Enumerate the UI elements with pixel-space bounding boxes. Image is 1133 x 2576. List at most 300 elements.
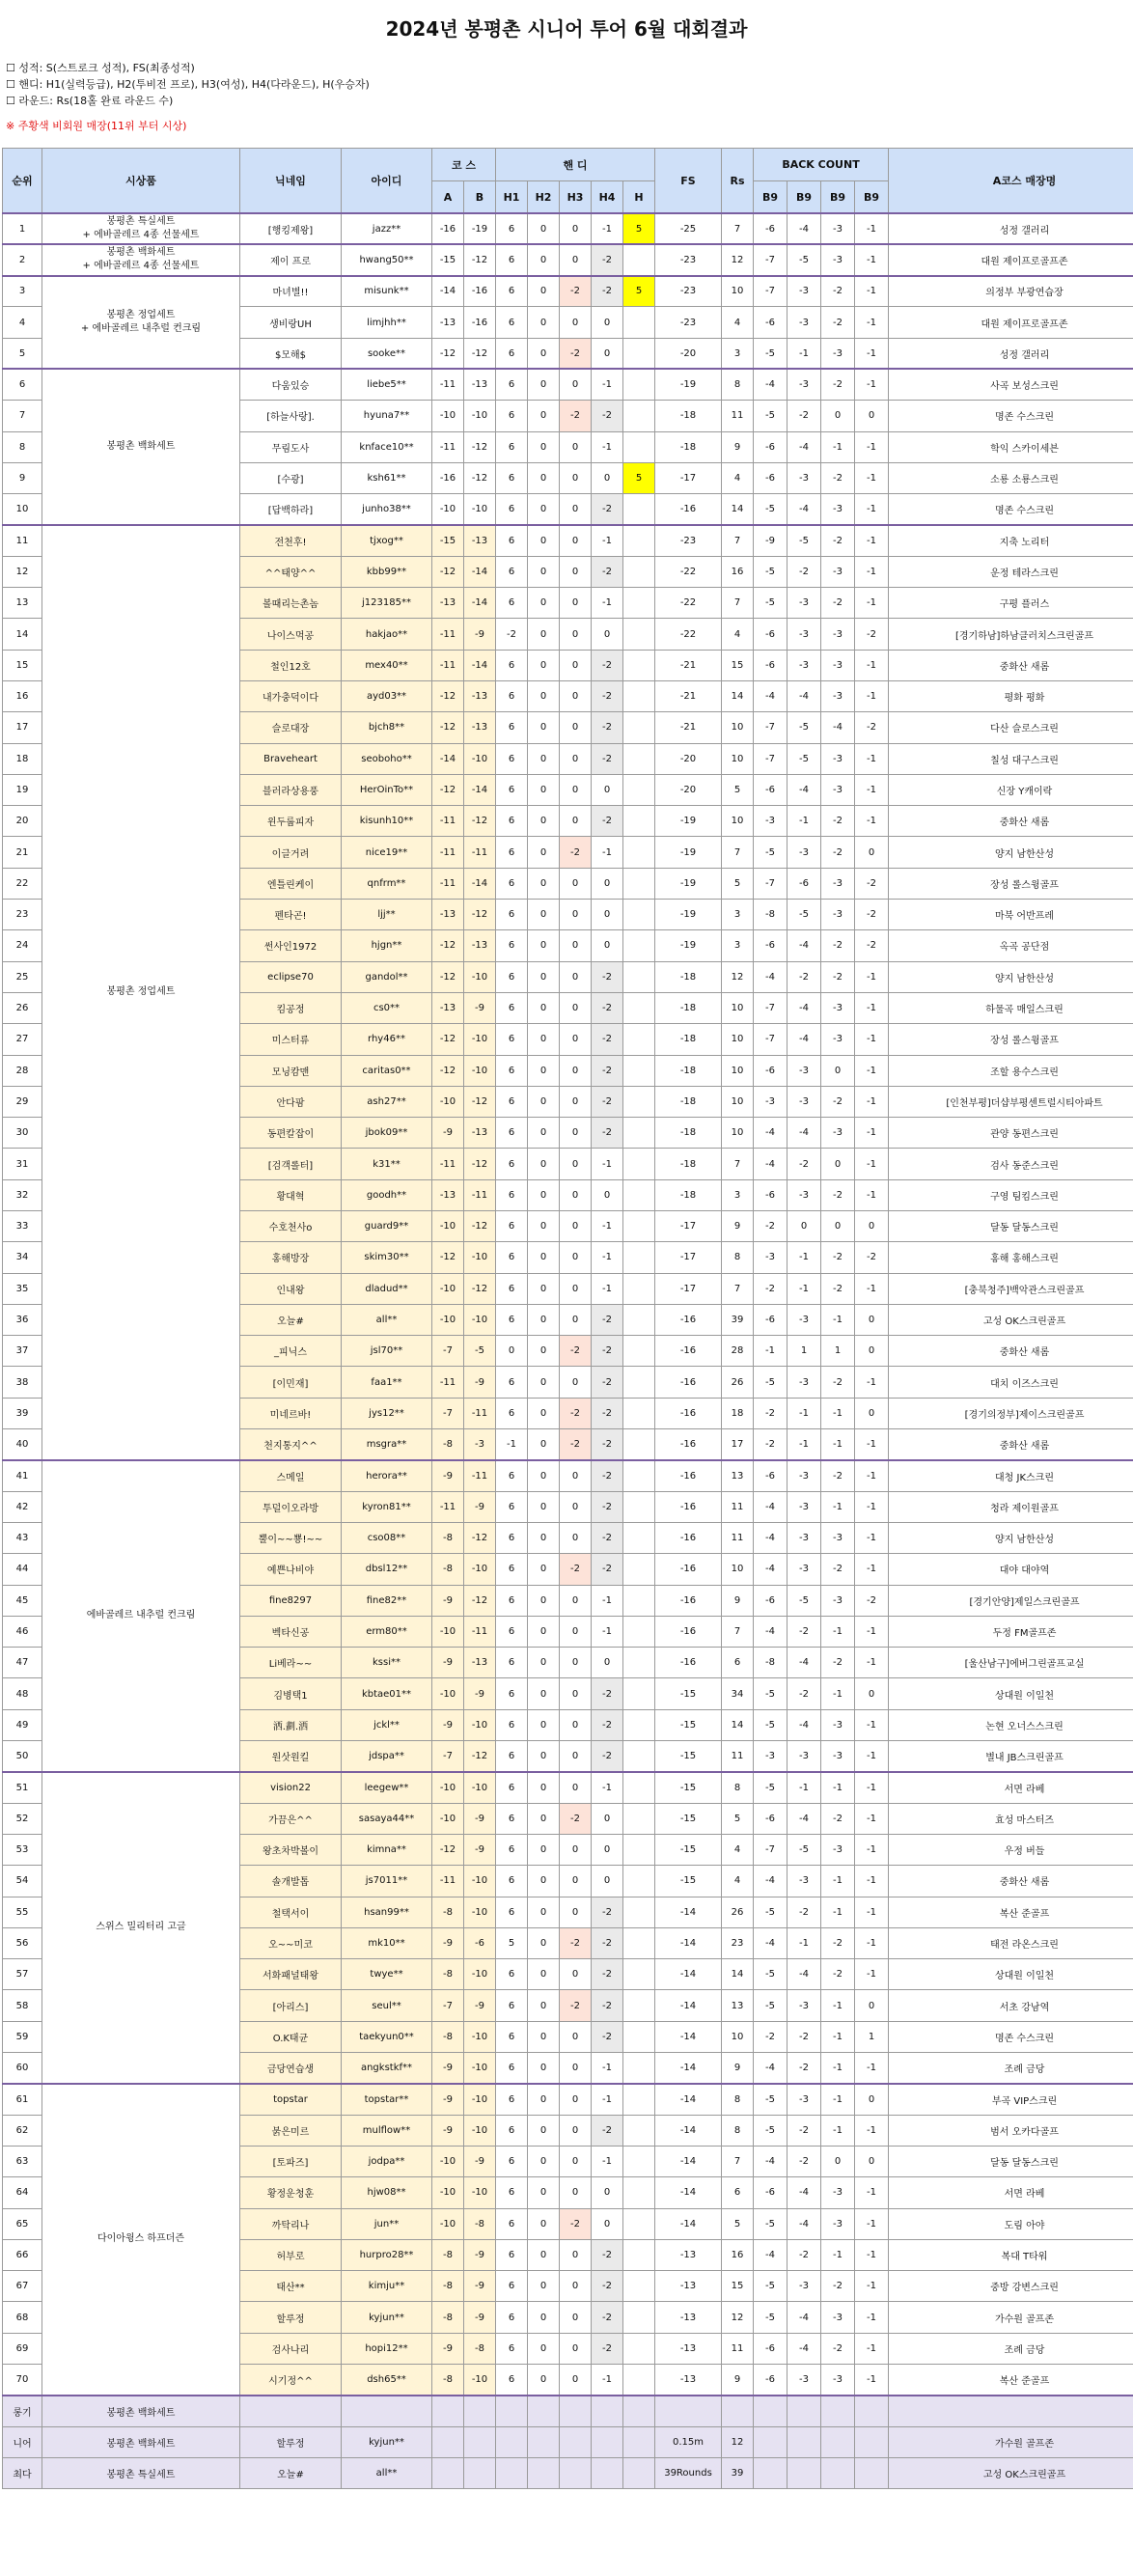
cell-h2: 0 — [528, 1367, 560, 1398]
cell-h3: 0 — [560, 1211, 592, 1242]
cell-fs: -14 — [655, 2146, 722, 2176]
cell-h1: 6 — [496, 743, 528, 774]
cell-course-a: -9 — [432, 1585, 464, 1616]
cell-course-a: -8 — [432, 1959, 464, 1990]
cell-b9-4: -1 — [855, 1024, 889, 1055]
cell-course-a: -9 — [432, 1648, 464, 1678]
cell-rank: 65 — [3, 2208, 42, 2239]
cell-b9-2: -5 — [788, 1585, 821, 1616]
cell-h — [623, 525, 655, 556]
cell-h1: 6 — [496, 1803, 528, 1834]
cell-h — [623, 1585, 655, 1616]
cell-rs: 16 — [722, 2239, 754, 2270]
cell-course-a: -9 — [432, 1709, 464, 1740]
cell-nickname: 까탁리나 — [240, 2208, 342, 2239]
cell-fs: -19 — [655, 369, 722, 400]
cell-h3: -2 — [560, 1554, 592, 1585]
cell-rank: 52 — [3, 1803, 42, 1834]
cell-h4: -2 — [592, 992, 623, 1023]
cell-course-a: -11 — [432, 619, 464, 650]
cell-b9-4: -1 — [855, 2053, 889, 2084]
cell-b9-1: -5 — [754, 2302, 788, 2333]
cell-h4: 0 — [592, 307, 623, 338]
cell-b9-4: -2 — [855, 900, 889, 930]
cell-b9-3: -3 — [821, 1741, 855, 1772]
cell-h1: 6 — [496, 494, 528, 525]
cell-h2: 0 — [528, 1491, 560, 1522]
cell-h4: -2 — [592, 276, 623, 307]
cell-h4: 0 — [592, 1648, 623, 1678]
cell-b9-2: -4 — [788, 1959, 821, 1990]
cell-rank: 1 — [3, 213, 42, 244]
cell-b9-4: 0 — [855, 2084, 889, 2115]
cell-b9-1: -7 — [754, 1834, 788, 1865]
cell-b9-4: -1 — [855, 244, 889, 275]
cell-id: cso08** — [342, 1522, 432, 1553]
cell-b9-1: -6 — [754, 2364, 788, 2395]
cell-b9-3: -3 — [821, 619, 855, 650]
cell-rank: 46 — [3, 1616, 42, 1647]
award-b9 — [754, 2426, 788, 2457]
cell-h4: -1 — [592, 213, 623, 244]
cell-store: 명존 수스크린 — [889, 2021, 1133, 2052]
cell-h — [623, 2177, 655, 2208]
cell-id: kyron81** — [342, 1491, 432, 1522]
cell-course-b: -10 — [464, 961, 496, 992]
cell-course-a: -12 — [432, 961, 464, 992]
cell-rank: 38 — [3, 1367, 42, 1398]
cell-b9-1: -5 — [754, 588, 788, 619]
cell-nickname: 나이스먹공 — [240, 619, 342, 650]
award-type: 롱기 — [3, 2396, 42, 2426]
cell-rank: 61 — [3, 2084, 42, 2115]
cell-h1: 6 — [496, 1772, 528, 1803]
cell-b9-2: -3 — [788, 1741, 821, 1772]
cell-rs: 8 — [722, 1772, 754, 1803]
cell-fs: -21 — [655, 650, 722, 680]
cell-h4: -2 — [592, 244, 623, 275]
cell-course-a: -8 — [432, 2364, 464, 2395]
cell-h3: 0 — [560, 588, 592, 619]
cell-h1: 6 — [496, 369, 528, 400]
cell-h2: 0 — [528, 1678, 560, 1709]
award-rs — [722, 2396, 754, 2426]
cell-h2: 0 — [528, 1055, 560, 1086]
cell-h3: 0 — [560, 1522, 592, 1553]
cell-course-b: -9 — [464, 2239, 496, 2270]
cell-store: 사곡 보성스크린 — [889, 369, 1133, 400]
cell-b9-4: 0 — [855, 1336, 889, 1367]
cell-course-a: -13 — [432, 900, 464, 930]
cell-b9-2: -1 — [788, 1772, 821, 1803]
cell-b9-2: -3 — [788, 837, 821, 868]
cell-id: j123185** — [342, 588, 432, 619]
award-h2 — [528, 2426, 560, 2457]
cell-b9-1: -3 — [754, 1086, 788, 1117]
cell-course-b: -13 — [464, 525, 496, 556]
cell-id: HerOinTo** — [342, 774, 432, 805]
cell-rs: 4 — [722, 619, 754, 650]
cell-b9-4: -2 — [855, 619, 889, 650]
cell-h — [623, 369, 655, 400]
cell-h4: -1 — [592, 1211, 623, 1242]
cell-rank: 29 — [3, 1086, 42, 1117]
cell-h2: 0 — [528, 712, 560, 743]
cell-h1: 6 — [496, 650, 528, 680]
cell-rs: 11 — [722, 1522, 754, 1553]
cell-nickname: fine8297 — [240, 1585, 342, 1616]
cell-rank: 19 — [3, 774, 42, 805]
cell-b9-2: -4 — [788, 2333, 821, 2364]
cell-fs: -16 — [655, 1491, 722, 1522]
cell-store: 조례 금당 — [889, 2053, 1133, 2084]
cell-h3: -2 — [560, 1927, 592, 1958]
cell-id: hurpro28** — [342, 2239, 432, 2270]
cell-b9-2: -3 — [788, 650, 821, 680]
cell-course-a: -11 — [432, 369, 464, 400]
cell-id: faa1** — [342, 1367, 432, 1398]
cell-h4: -2 — [592, 1709, 623, 1740]
cell-rs: 6 — [722, 1648, 754, 1678]
cell-h3: 0 — [560, 2115, 592, 2146]
cell-b9-1: -1 — [754, 1336, 788, 1367]
cell-rs: 11 — [722, 1491, 754, 1522]
cell-h3: -2 — [560, 1398, 592, 1428]
cell-h1: 6 — [496, 213, 528, 244]
cell-course-b: -19 — [464, 213, 496, 244]
cell-course-b: -12 — [464, 1086, 496, 1117]
cell-b9-3: -1 — [821, 1491, 855, 1522]
cell-id: sasaya44** — [342, 1803, 432, 1834]
cell-h2: 0 — [528, 2021, 560, 2052]
cell-h1: 6 — [496, 1460, 528, 1491]
cell-b9-3: 1 — [821, 1336, 855, 1367]
cell-id: bjch8** — [342, 712, 432, 743]
cell-h — [623, 1522, 655, 1553]
cell-nickname: 황정운청훈 — [240, 2177, 342, 2208]
cell-rs: 10 — [722, 1554, 754, 1585]
cell-course-a: -12 — [432, 1024, 464, 1055]
cell-course-a: -16 — [432, 213, 464, 244]
cell-course-a: -7 — [432, 1398, 464, 1428]
cell-id: misunk** — [342, 276, 432, 307]
cell-h3: -2 — [560, 338, 592, 369]
cell-rs: 12 — [722, 2302, 754, 2333]
cell-course-a: -8 — [432, 2271, 464, 2302]
cell-store: 달동 달동스크린 — [889, 2146, 1133, 2176]
cell-b9-2: -3 — [788, 1491, 821, 1522]
header-nickname: 닉네임 — [240, 149, 342, 214]
cell-h3: 0 — [560, 868, 592, 899]
cell-nickname: 할루정 — [240, 2302, 342, 2333]
cell-b9-2: -3 — [788, 1055, 821, 1086]
cell-b9-1: -4 — [754, 680, 788, 711]
cell-h — [623, 1242, 655, 1273]
cell-rs: 11 — [722, 2333, 754, 2364]
cell-id: hopi12** — [342, 2333, 432, 2364]
cell-b9-2: -4 — [788, 930, 821, 961]
cell-h — [623, 961, 655, 992]
award-store — [889, 2396, 1133, 2426]
cell-course-a: -10 — [432, 1304, 464, 1335]
cell-h4: -1 — [592, 1772, 623, 1803]
cell-b9-3: -3 — [821, 743, 855, 774]
cell-rs: 3 — [722, 900, 754, 930]
cell-b9-1: -3 — [754, 1741, 788, 1772]
cell-h — [623, 1866, 655, 1897]
cell-h3: 0 — [560, 1866, 592, 1897]
cell-b9-4: -1 — [855, 2364, 889, 2395]
prize-cell: 스위스 밀리터리 고글 — [42, 1772, 240, 2084]
cell-nickname: 오~~미코 — [240, 1927, 342, 1958]
cell-store: 범서 오카다골프 — [889, 2115, 1133, 2146]
cell-h4: -2 — [592, 1959, 623, 1990]
cell-store: [경기의정부]제이스크린골프 — [889, 1398, 1133, 1428]
cell-h3: 0 — [560, 1709, 592, 1740]
cell-b9-3: -3 — [821, 494, 855, 525]
cell-h1: 6 — [496, 930, 528, 961]
cell-nickname: 슬로대장 — [240, 712, 342, 743]
cell-course-a: -10 — [432, 2146, 464, 2176]
cell-fs: -23 — [655, 244, 722, 275]
cell-b9-4: -1 — [855, 961, 889, 992]
cell-b9-3: -2 — [821, 1648, 855, 1678]
award-a — [432, 2457, 464, 2488]
cell-rank: 68 — [3, 2302, 42, 2333]
cell-course-a: -7 — [432, 1336, 464, 1367]
cell-fs: -21 — [655, 680, 722, 711]
cell-b9-2: -4 — [788, 494, 821, 525]
cell-b9-1: -7 — [754, 1024, 788, 1055]
cell-h1: 6 — [496, 1834, 528, 1865]
cell-course-a: -12 — [432, 774, 464, 805]
cell-nickname: 태산** — [240, 2271, 342, 2302]
cell-b9-3: -2 — [821, 1179, 855, 1210]
cell-b9-1: -6 — [754, 213, 788, 244]
cell-h2: 0 — [528, 837, 560, 868]
cell-id: dladud** — [342, 1273, 432, 1304]
cell-h2: 0 — [528, 307, 560, 338]
cell-course-a: -9 — [432, 1118, 464, 1149]
cell-h1: 6 — [496, 1959, 528, 1990]
cell-b9-4: -1 — [855, 1803, 889, 1834]
cell-b9-3: -1 — [821, 1304, 855, 1335]
cell-h2: 0 — [528, 2208, 560, 2239]
cell-b9-4: -1 — [855, 1149, 889, 1179]
cell-h — [623, 401, 655, 431]
cell-fs: -19 — [655, 900, 722, 930]
cell-fs: -16 — [655, 1522, 722, 1553]
cell-id: qnfrm** — [342, 868, 432, 899]
cell-course-b: -8 — [464, 2333, 496, 2364]
cell-rs: 6 — [722, 2177, 754, 2208]
cell-b9-3: -3 — [821, 1585, 855, 1616]
cell-h3: 0 — [560, 743, 592, 774]
cell-nickname: 미네르바! — [240, 1398, 342, 1428]
cell-nickname: 엔틀린케이 — [240, 868, 342, 899]
cell-id: taekyun0** — [342, 2021, 432, 2052]
cell-rs: 7 — [722, 837, 754, 868]
cell-course-a: -15 — [432, 525, 464, 556]
cell-h4: -2 — [592, 2115, 623, 2146]
cell-rs: 26 — [722, 1367, 754, 1398]
cell-h3: 0 — [560, 1772, 592, 1803]
cell-id: dsh65** — [342, 2364, 432, 2395]
cell-h3: 0 — [560, 494, 592, 525]
cell-rank: 41 — [3, 1460, 42, 1491]
cell-b9-1: -6 — [754, 1585, 788, 1616]
cell-course-a: -10 — [432, 1086, 464, 1117]
cell-h3: 0 — [560, 2084, 592, 2115]
cell-b9-4: -2 — [855, 1242, 889, 1273]
cell-b9-3: -1 — [821, 1897, 855, 1927]
cell-id: ayd03** — [342, 680, 432, 711]
cell-id: limjhh** — [342, 307, 432, 338]
cell-h2: 0 — [528, 2271, 560, 2302]
cell-rank: 59 — [3, 2021, 42, 2052]
cell-h1: 6 — [496, 1211, 528, 1242]
cell-fs: -16 — [655, 1398, 722, 1428]
cell-rs: 4 — [722, 307, 754, 338]
cell-h2: 0 — [528, 401, 560, 431]
cell-b9-2: 1 — [788, 1336, 821, 1367]
cell-rs: 14 — [722, 680, 754, 711]
cell-h1: 6 — [496, 588, 528, 619]
cell-h3: 0 — [560, 1367, 592, 1398]
cell-b9-2: -5 — [788, 525, 821, 556]
cell-store: 검사 동준스크린 — [889, 1149, 1133, 1179]
cell-b9-4: -1 — [855, 1897, 889, 1927]
cell-b9-1: -6 — [754, 462, 788, 493]
award-b9 — [855, 2426, 889, 2457]
cell-h4: 0 — [592, 462, 623, 493]
cell-b9-2: -2 — [788, 1149, 821, 1179]
cell-h3: 0 — [560, 244, 592, 275]
cell-b9-2: -4 — [788, 213, 821, 244]
cell-course-b: -14 — [464, 556, 496, 587]
award-id: all** — [342, 2457, 432, 2488]
cell-h3: 0 — [560, 1149, 592, 1179]
cell-fs: -18 — [655, 1086, 722, 1117]
cell-h — [623, 1149, 655, 1179]
header-h1: H1 — [496, 181, 528, 214]
cell-h1: -2 — [496, 619, 528, 650]
cell-rank: 28 — [3, 1055, 42, 1086]
cell-rs: 11 — [722, 1741, 754, 1772]
cell-h2: 0 — [528, 462, 560, 493]
cell-b9-2: -2 — [788, 1897, 821, 1927]
cell-b9-1: -6 — [754, 930, 788, 961]
cell-b9-1: -5 — [754, 338, 788, 369]
cell-b9-3: -3 — [821, 774, 855, 805]
cell-b9-2: -4 — [788, 2208, 821, 2239]
cell-h1: 6 — [496, 2177, 528, 2208]
cell-h4: 0 — [592, 1866, 623, 1897]
prize-cell: 봉평촌 백화세트 + 에바골레르 4종 선물세트 — [42, 244, 240, 275]
cell-id: twye** — [342, 1959, 432, 1990]
cell-nickname: [아리스] — [240, 1990, 342, 2021]
cell-h2: 0 — [528, 806, 560, 837]
cell-h1: 0 — [496, 1336, 528, 1367]
cell-course-a: -9 — [432, 2053, 464, 2084]
cell-h1: 6 — [496, 2053, 528, 2084]
cell-course-b: -10 — [464, 494, 496, 525]
cell-b9-1: -4 — [754, 2146, 788, 2176]
cell-rank: 15 — [3, 650, 42, 680]
cell-course-b: -12 — [464, 1585, 496, 1616]
cell-store: 중방 강변스크린 — [889, 2271, 1133, 2302]
cell-fs: -13 — [655, 2239, 722, 2270]
cell-b9-4: -1 — [855, 213, 889, 244]
cell-course-a: -8 — [432, 1522, 464, 1553]
cell-id: hyuna7** — [342, 401, 432, 431]
cell-b9-1: -7 — [754, 712, 788, 743]
cell-course-a: -11 — [432, 1866, 464, 1897]
cell-store: [울산남구]에버그린골프교실 — [889, 1648, 1133, 1678]
cell-rank: 37 — [3, 1336, 42, 1367]
cell-course-b: -13 — [464, 930, 496, 961]
cell-fs: -20 — [655, 774, 722, 805]
cell-b9-2: -3 — [788, 1179, 821, 1210]
cell-b9-1: -5 — [754, 1897, 788, 1927]
cell-nickname: topstar — [240, 2084, 342, 2115]
cell-fs: -16 — [655, 1304, 722, 1335]
cell-h4: 0 — [592, 1803, 623, 1834]
cell-h3: 0 — [560, 806, 592, 837]
cell-h — [623, 338, 655, 369]
cell-h3: 0 — [560, 650, 592, 680]
cell-h1: 6 — [496, 1741, 528, 1772]
cell-b9-1: -6 — [754, 650, 788, 680]
award-b9 — [821, 2426, 855, 2457]
cell-h2: 0 — [528, 930, 560, 961]
cell-course-b: -11 — [464, 1460, 496, 1491]
award-h1 — [496, 2457, 528, 2488]
cell-store: 복산 준골프 — [889, 1897, 1133, 1927]
cell-course-b: -10 — [464, 2115, 496, 2146]
cell-b9-1: -5 — [754, 2271, 788, 2302]
cell-rs: 10 — [722, 1055, 754, 1086]
cell-store: 청라 제이원골프 — [889, 1491, 1133, 1522]
award-h2 — [528, 2457, 560, 2488]
cell-id: junho38** — [342, 494, 432, 525]
cell-h2: 0 — [528, 494, 560, 525]
cell-h3: -2 — [560, 1990, 592, 2021]
cell-id: ash27** — [342, 1086, 432, 1117]
cell-id: kbb99** — [342, 556, 432, 587]
cell-b9-3: -2 — [821, 2333, 855, 2364]
cell-b9-1: -5 — [754, 1990, 788, 2021]
cell-rs: 14 — [722, 1709, 754, 1740]
cell-h1: 6 — [496, 401, 528, 431]
cell-rank: 24 — [3, 930, 42, 961]
cell-h1: 6 — [496, 1055, 528, 1086]
cell-course-a: -10 — [432, 1803, 464, 1834]
award-b9 — [754, 2396, 788, 2426]
cell-h3: 0 — [560, 2364, 592, 2395]
cell-h3: -2 — [560, 1429, 592, 1460]
cell-b9-3: -2 — [821, 1460, 855, 1491]
cell-b9-2: -5 — [788, 712, 821, 743]
cell-store: 마북 어반프레 — [889, 900, 1133, 930]
cell-fs: -14 — [655, 2053, 722, 2084]
cell-b9-2: -3 — [788, 588, 821, 619]
cell-b9-4: -1 — [855, 1429, 889, 1460]
cell-rs: 10 — [722, 806, 754, 837]
cell-h2: 0 — [528, 1834, 560, 1865]
cell-store: 구영 팀킴스크린 — [889, 1179, 1133, 1210]
cell-b9-3: -3 — [821, 992, 855, 1023]
